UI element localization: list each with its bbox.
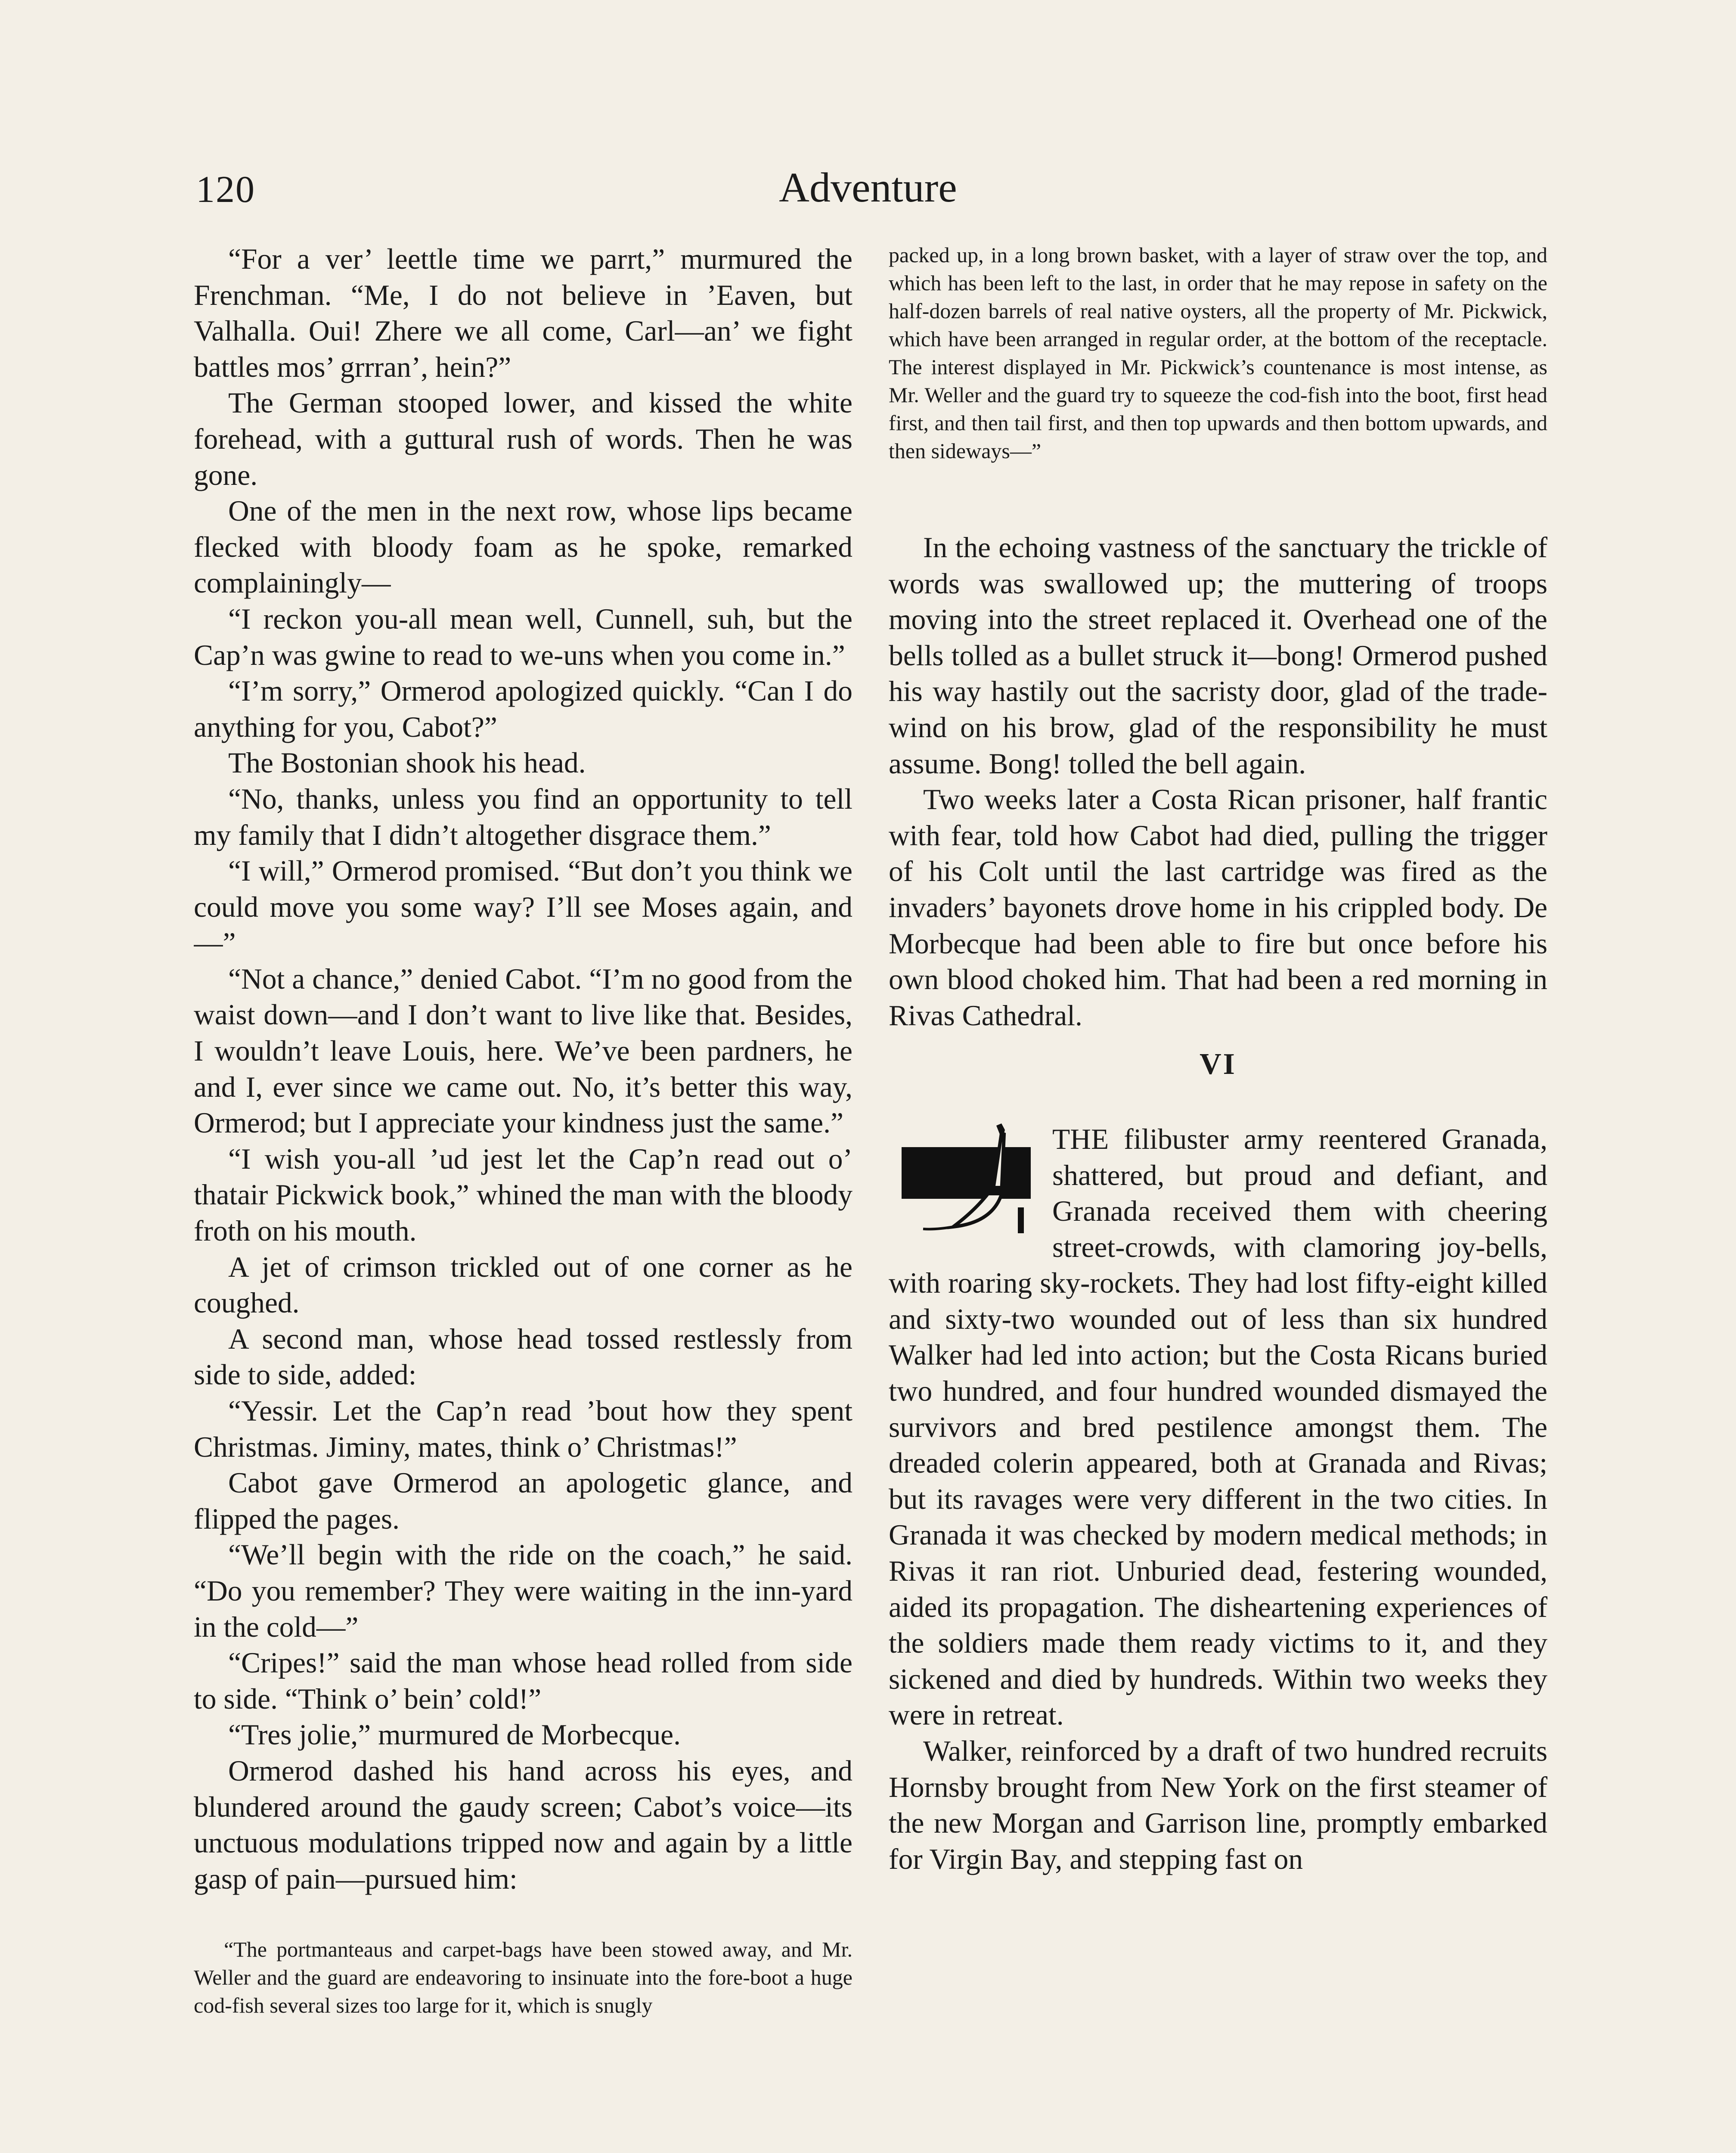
paragraph: “No, thanks, unless you find an opportunity to tell my family that I didn’t altogether disgrace them.” xyxy=(194,782,852,851)
quote-text: packed up, in a long brown basket, with a layer of straw over the top, and which has been left to the last, in order that he may repose in safety on the half-dozen barrels of real native oysters, all the property of Mr. Pickwick, which have been arranged in regular order, at the bottom of the receptacle. The interest displayed in Mr. Pickwick’s countenance is most intense, as Mr. Weller and the guard try to squeeze the cod-fish into the boot, first head first, and then tail first, and then top upwards and then bottom upwards, and then sideways—” xyxy=(889,243,1547,463)
paragraph: The Bostonian shook his head. xyxy=(228,747,586,779)
paragraph: “I reckon you-all mean well, Cunnell, suh, but the Cap’n was gwine to read to we-uns when you come in.” xyxy=(194,602,852,671)
paragraph: Cabot gave Ormerod an apologetic glance, and flipped the pages. xyxy=(194,1467,852,1535)
paragraph: “I wish you-all ’ud jest let the Cap’n read out o’ thatair Pickwick book,” whined the man with the bloody froth on his mouth. xyxy=(194,1142,852,1247)
running-title: Adventure xyxy=(779,164,957,211)
section-heading: VI xyxy=(1200,1048,1237,1081)
paragraph: Two weeks later a Costa Rican prisoner, half frantic with fear, told how Cabot had died, pulling the trigger of his Colt until the last cartridge was fired as the invaders’ bayonets drove home in his crippled body. De Morbecque had been able to fire but once before his own blood choked him. That had been a red morning in Rivas Cathedral. xyxy=(889,783,1547,1032)
paragraph: Ormerod dashed his hand across his eyes, and blundered around the gaudy screen; Cabot’s voice—its unctuous modulations tripped now and again by a little gasp of pain—pursued him: xyxy=(194,1754,852,1895)
dropcap-illustration xyxy=(889,1121,1044,1242)
paragraph: “We’ll begin with the ride on the coach,” he said. “Do you remember? They were waiting in the inn-yard in the cold—” xyxy=(194,1539,852,1643)
right-column xyxy=(889,241,1547,2153)
paragraph: “Cripes!” said the man whose head rolled from side to side. “Think o’ bein’ cold!” xyxy=(194,1647,852,1715)
paragraph: “Tres jolie,” murmured de Morbecque. xyxy=(228,1719,681,1751)
sword-flag-icon xyxy=(889,1121,1044,1242)
page-header xyxy=(196,164,1540,224)
paragraph: The German stooped lower, and kissed the white forehead, with a guttural rush of words. Then he was gone. xyxy=(194,387,852,491)
paragraph: “For a ver’ leettle time we parrt,” murmured the Frenchman. “Me, I do not believe in ’Eaven, but Valhalla. Oui! Zhere we all come, Carl—an’ we fight battles mos’ grrran’, hein?” xyxy=(194,243,852,383)
left-column xyxy=(194,241,852,2153)
paragraph: A second man, whose head tossed restlessly from side to side, added: xyxy=(194,1322,852,1391)
left-paragraphs xyxy=(194,241,852,1897)
pickwick-quote-continued xyxy=(889,241,1547,465)
paragraph: A jet of crimson trickled out of one corner as he coughed. xyxy=(194,1250,852,1319)
quote-text: “The portmanteaus and carpet-bags have been stowed away, and Mr. Weller and the guard are endeavoring to insinuate into the fore-boot a huge cod-fish several sizes too large for it, which is snugly xyxy=(194,1937,852,2018)
paragraph: THE filibuster army reentered Granada, shattered, but proud and defiant, and Granada received them with cheering street-crowds, with clamoring joy-bells, with roaring sky-rockets. They had lost fifty-eight killed and sixty-two wounded out of less than six hundred Walker had led into action; but the Costa Ricans buried two hundred, and four hundred wounded dismayed the survivors and bred pestilence amongst them. The dreaded colerin appeared, both at Granada and Rivas; but its ravages were very different in the two cities. In Granada it was checked by modern medical methods; in Rivas it ran riot. Unburied dead, festering wounded, aided its propagation. The disheartening experiences of the soldiers made them ready victims to it, and they sickened and died by hundreds. Within two weeks they were in retreat. xyxy=(889,1123,1547,1731)
paragraph: In the echoing vastness of the sanctuary the trickle of words was swallowed up; the muttering of troops moving into the street replaced it. Overhead one of the bells tolled as a bullet struck it—bong! Ormerod pushed his way hastily out the sacristy door, glad of the trade-wind on his brow, glad of the responsibility he must assume. Bong! tolled the bell again. xyxy=(889,531,1547,780)
paragraph: “I’m sorry,” Ormerod apologized quickly. “Can I do anything for you, Cabot?” xyxy=(194,675,852,743)
paragraph: One of the men in the next row, whose lips became flecked with bloody foam as he spoke, remarked complainingly— xyxy=(194,495,852,599)
paragraph: Walker, reinforced by a draft of two hundred recruits Hornsby brought from New York on the first steamer of the new Morgan and Garrison line, promptly embarked for Virgin Bay, and stepping fast on xyxy=(889,1735,1547,1875)
paragraph: “Yessir. Let the Cap’n read ’bout how they spent Christmas. Jiminy, mates, think o’ Christmas!” xyxy=(194,1395,852,1463)
paragraph: “I will,” Ormerod promised. “But don’t you think we could move you some way? I’ll see Moses again, and—” xyxy=(194,855,852,959)
paragraph: “Not a chance,” denied Cabot. “I’m no good from the waist down—and I don’t want to live like that. Besides, I wouldn’t leave Louis, here. We’ve been pardners, he and I, ever since we came out. No, it’s better this way, Ormerod; but I appreciate your kindness just the same.” xyxy=(194,962,852,1139)
pickwick-quote xyxy=(194,1936,852,2020)
page-number: 120 xyxy=(196,169,255,211)
